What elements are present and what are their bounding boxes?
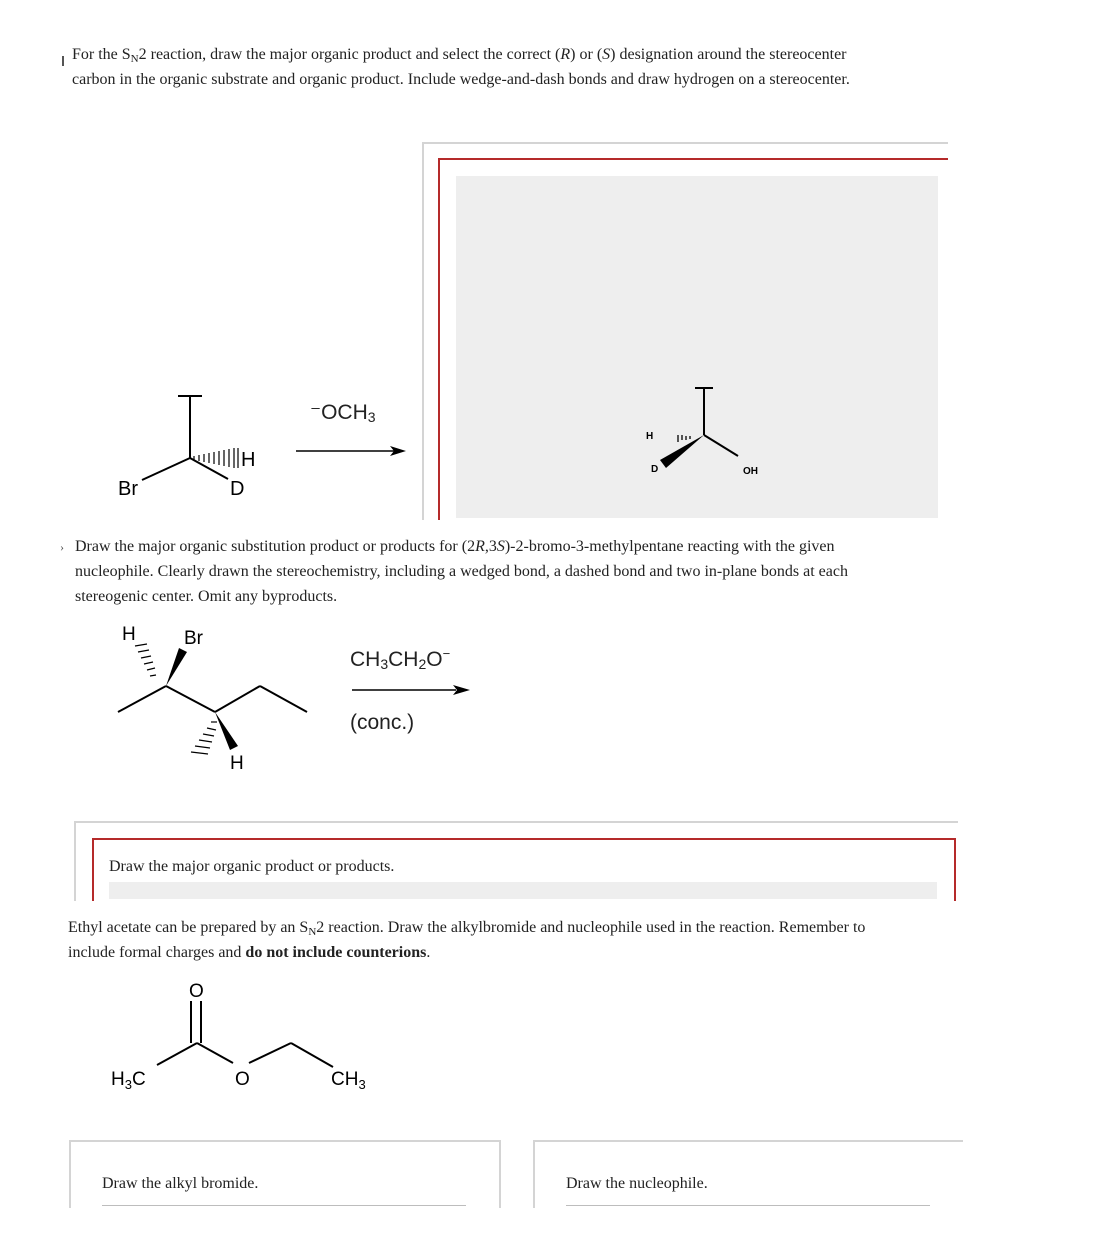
bond-line <box>157 1043 197 1065</box>
atom-label-h: H <box>122 624 136 645</box>
atom-label-br: Br <box>118 478 138 500</box>
atom-label-h: H <box>230 753 244 774</box>
dash-bond <box>678 435 690 442</box>
atom-label-ch3: $CH_3$ <box>331 1069 366 1092</box>
bond-line <box>197 1043 233 1063</box>
dash-bond <box>191 722 217 754</box>
question-2-line-1: Draw the major organic substitution product or products for (2R,3S)-2-bromo-3-methylpentane reacting with the given <box>75 538 835 555</box>
atom-label-h: H <box>646 431 654 442</box>
q3-nucleophile-canvas-edge[interactable] <box>566 1205 930 1206</box>
atom-label-d: D <box>651 464 659 475</box>
bond-line <box>249 1043 291 1063</box>
wedge-bond <box>166 648 187 686</box>
question-1-line-2: carbon in the organic substrate and organic product. Include wedge-and-dash bonds and draw hydrogen on a stereocenter. <box>72 71 850 88</box>
atom-label-d: D <box>230 478 245 500</box>
q3-nucleophile-frame <box>533 1140 963 1208</box>
q2-reaction-arrow <box>350 682 475 698</box>
bond-line <box>215 686 260 712</box>
q2-substrate-structure <box>110 618 320 778</box>
q3-alkyl-bromide-prompt: Draw the alkyl bromide. <box>102 1175 259 1192</box>
question-1-line-1: For the $S_N2$ reaction, draw the major organic product and select the correct (R) or (S) designation around the stereocenter <box>72 46 847 65</box>
question-1-text <box>72 42 972 92</box>
q3-ethyl-acetate-structure <box>105 975 395 1100</box>
dash-bond <box>135 644 156 676</box>
q2-reagent: $CH_3CH_2O^-$ <box>350 646 451 672</box>
atom-label-o: O <box>235 1069 250 1090</box>
q1-drawn-product <box>640 380 770 480</box>
atom-label-h3c: $H_3C$ <box>111 1069 146 1092</box>
question-3-text <box>68 915 968 965</box>
atom-label-o: O <box>189 981 204 1002</box>
wedge-bond <box>215 712 238 750</box>
question-2-line-2: nucleophile. Clearly drawn the stereochemistry, including a wedged bond, a dashed bond and two in-plane bonds at each <box>75 563 848 580</box>
atom-label-h: H <box>241 449 256 471</box>
q2-conditions: (conc.) <box>350 711 415 734</box>
question-2-line-3: stereogenic center. Omit any byproducts. <box>75 588 338 605</box>
bond-line <box>291 1043 333 1067</box>
question-2-text <box>75 534 975 609</box>
atom-label-br: Br <box>184 628 203 649</box>
q1-substrate-structure <box>110 390 280 505</box>
q3-alkyl-bromide-canvas-edge[interactable] <box>102 1205 466 1206</box>
bond-line <box>166 686 215 712</box>
atom-label-oh: OH <box>743 466 758 477</box>
question-2-marker: › <box>60 540 64 554</box>
bond-line <box>704 435 738 456</box>
question-1-marker <box>62 56 64 66</box>
q3-nucleophile-prompt: Draw the nucleophile. <box>566 1175 708 1192</box>
q2-drawing-canvas[interactable] <box>109 882 937 899</box>
question-3-line-1: Ethyl acetate can be prepared by an $S_N2$ reaction. Draw the alkylbromide and nucleophile used in the reaction. Remember to <box>68 919 866 938</box>
q1-reaction-arrow <box>294 443 409 459</box>
q1-reagent: $^-OCH_3$ <box>310 401 376 425</box>
question-3-line-2: include formal charges and do not include counterions. <box>68 944 431 961</box>
bond-line <box>118 686 166 712</box>
bond-line <box>260 686 307 712</box>
bond-line <box>142 458 190 480</box>
q3-alkyl-bromide-frame <box>69 1140 501 1208</box>
q2-answer-prompt: Draw the major organic product or products. <box>109 858 395 875</box>
